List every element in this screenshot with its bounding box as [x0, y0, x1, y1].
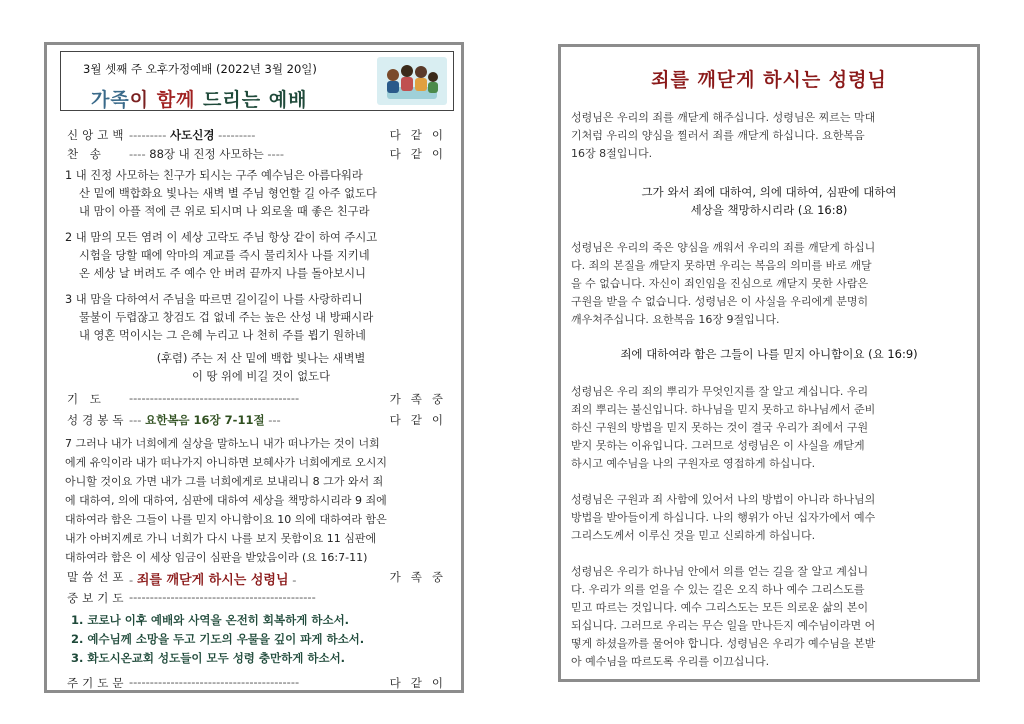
prayer-item: 3. 화도시온교회 성도들이 모두 성령 충만하게 하소서. [71, 651, 346, 665]
header-title [91, 85, 307, 112]
reading-ref: 요한복음 16장 7-11절 [145, 413, 265, 427]
hymn-line: 내 영혼 먹이시는 그 은혜 누리고 나 천히 주를 뵙기 원하네 [79, 329, 366, 342]
prayer-list [71, 611, 461, 668]
hymn-label: 찬 송 [67, 147, 105, 161]
title-part-worship: 드리는 예배 [195, 89, 308, 111]
scripture-text [65, 434, 455, 567]
creed-value: 사도신경 [170, 128, 215, 142]
text-line: 성령님은 우리 죄의 뿌리가 무엇인지를 잘 알고 계십니다. 우리 [571, 385, 869, 398]
lords-prayer-who: 다같이 [389, 676, 453, 690]
bulletin-left-page: 3월 셋째 주 오후가정예배 (2022년 3월 20일) 가족이 함께 드리는 예배 신앙고백 --------- 사도신경 --------- 다같이 찬 송 ---- 88장 내 진정 사모하는 ---- 다같이 1 내 진정 사모하는 친구가 되시는 구주 예수님은 아름다워라 산 밑에 백합화요 빛나는 새벽 별 주님 형언할 길 아주 없도다 내 맘이 아플 적에 큰 위로 되시며 나 외로울 때 좋은 친구라 2 내 맘의 모든 염려 이 세상 고락도 주님 항상 같이 하여 주시고 시험을 당할 때에 악마의 계교를 즉시 물리치사 나를 지키네 온 세상 날 버려도 주 예수 안 버려 끝까지 나를 돌아보시니 3 내 맘을 다하여서 주님을 따르면 길이길이 나를 사랑하리니 물불이 두렵잖고 창검도 겁 없네 주는 높은 산성 내 방패시라 내 영혼 먹이시는 그 은혜 누리고 나 천히 주를 뵙기 원하네 (후렴) 주는 저 산 밑에 백합 빛나는 새벽별 이 땅 위에 비길 것이 없도다 기 도 ----------------------------------------- 가족중 성경봉독 --- 요한복음 16장 7-11절 --- 다같이 7 그러나 내가 너희에게 실상을 말하노니 내가 떠나가는 것이 너희 에게 유익이라 내가 떠나가지 아니하면 보혜사가 너희에게로 오시지 아니할 것이요 가면 내가 그를 너희에게로 보내리니 8 그가 와서 죄 에 대하여, 의에 대하여, 심판에 대하여 세상을 책망하시리라 9 죄에 대하여라 함은 그들이 나를 믿지 아니함이요 10 의에 대하여라 함은 내가 아버지께로 가니 너희가 다시 나를 보지 못함이요 11 심판에 대하여라 함은 이 세상 임금이 심판을 받았음이라 (요 16:7-11) 말씀선포 - 죄를 깨닫게 하시는 성령님 - 가족중 중보기도 --------------------------------------------- 1. 코로나 이후 예배와 사역을 온전히 회복하게 하소서. 2. 예수님께 소망을 두고 기도의 우물을 깊이 파게 하소서. 3. 화도시온교회 성도들이 모두 성령 충만하게 하소서. 주기도문 ----------------------------------------- 다같이 [44, 42, 464, 693]
hymn-line: 물불이 두렵잖고 창검도 겁 없네 주는 높은 산성 내 방패시라 [79, 311, 374, 324]
verse-line: 에 대하여, 의에 대하여, 심판에 대하여 세상을 책망하시리라 9 죄에 [65, 494, 387, 507]
hymn-chorus [65, 350, 457, 386]
hymn-verse-1 [65, 167, 457, 221]
hymn-value: 88장 내 진정 사모하는 [149, 147, 264, 161]
paragraph-3 [571, 383, 973, 473]
text-line: 아 예수님을 따르도록 우리를 이끄십니다. [571, 655, 770, 668]
text-line: 16장 8절입니다. [571, 147, 653, 160]
text-line: 다. 우리가 의를 얻을 수 있는 길은 오직 하나 예수 그리스도를 [571, 583, 865, 596]
paragraph-1 [571, 109, 973, 163]
quote-line: 그가 와서 죄에 대하여, 의에 대하여, 심판에 대하여 [641, 185, 897, 199]
text-line: 을 수 없습니다. 자신이 죄인임을 진심으로 깨닫지 못한 사람은 [571, 277, 869, 290]
title-part-family: 가족 [91, 89, 130, 111]
hymn-line: 1 내 진정 사모하는 친구가 되시는 구주 예수님은 아름다워라 [65, 169, 363, 182]
hymn-line: 시험을 당할 때에 악마의 계교를 즉시 물리치사 나를 지키네 [79, 249, 370, 262]
text-line: 받지 못하는 이유입니다. 그러므로 성령님은 이 사실을 깨닫게 [571, 439, 865, 452]
text-line: 깨우쳐주십니다. 요한복음 16장 9절입니다. [571, 313, 780, 326]
creed-who: 다같이 [389, 128, 453, 142]
text-line: 그리스도께서 이루신 것을 믿고 신뢰하게 하십니다. [571, 529, 816, 542]
hymn-line: 2 내 맘의 모든 염려 이 세상 고락도 주님 항상 같이 하여 주시고 [65, 231, 378, 244]
sermon-page-title: 죄를 깨닫게 하시는 성령님 [651, 69, 887, 91]
text-line: 하시고 예수님을 나의 구원자로 영접하게 하십니다. [571, 457, 816, 470]
text-line: 성령님은 우리의 죽은 양심을 깨워서 우리의 죄를 깨닫게 하십니 [571, 241, 876, 254]
quote-line: 죄에 대하여라 함은 그들이 나를 믿지 아니함이요 (요 16:9) [620, 347, 918, 361]
paragraph-2 [571, 239, 973, 329]
verse-line: 대하여라 함은 그들이 나를 믿지 아니함이요 10 의에 대하여라 함은 [65, 513, 387, 526]
reading-who: 다같이 [389, 413, 453, 427]
sermon-title: 죄를 깨닫게 하시는 성령님 [136, 573, 289, 588]
text-line: 방법을 받아들이게 하십니다. 나의 행위가 아닌 십자가에서 예수 [571, 511, 876, 524]
header-box [60, 51, 454, 111]
hymn-line: 내 맘이 아플 적에 큰 위로 되시며 나 외로울 때 좋은 친구라 [79, 205, 370, 218]
text-line: 되십니다. 그러므로 우리는 무슨 일을 만나든지 예수님이라면 어 [571, 619, 876, 632]
sermon-who: 가족중 [389, 570, 453, 584]
text-line: 성령님은 구원과 죄 사함에 있어서 나의 방법이 아니라 하나님의 [571, 493, 876, 506]
reading-label: 성경봉독 [67, 413, 128, 427]
paragraph-5 [571, 563, 973, 671]
text-line: 구원을 받을 수 없습니다. 성령님은 이 사실을 우리에게 분명히 [571, 295, 869, 308]
hymn-who: 다같이 [389, 147, 453, 161]
text-line: 믿고 따르는 것입니다. 예수 그리스도는 모든 의로운 삶의 본이 [571, 601, 869, 614]
verse-line: 내가 아버지께로 가니 너희가 다시 나를 보지 못함이요 11 심판에 [65, 532, 377, 545]
hymn-line: 온 세상 날 버려도 주 예수 안 버려 끝까지 나를 돌아보시니 [79, 267, 366, 280]
family-illustration [377, 57, 447, 105]
text-line: 다. 죄의 본질을 깨닫지 못하면 우리는 복음의 의미를 바로 깨달 [571, 259, 872, 272]
prayer-label: 기 도 [67, 392, 105, 406]
verse-line: 에게 유익이라 내가 떠나가지 아니하면 보혜사가 너희에게로 오시지 [65, 456, 388, 469]
prayer-item: 1. 코로나 이후 예배와 사역을 온전히 회복하게 하소서. [71, 613, 350, 627]
title-part-i: 이 [129, 89, 157, 111]
chorus-line: (후렴) 주는 저 산 밑에 백합 빛나는 새벽별 [156, 352, 366, 365]
verse-line: 아니할 것이요 가면 내가 그를 너희에게로 보내리니 8 그가 와서 죄 [65, 475, 384, 488]
text-line: 죄의 뿌리는 불신입니다. 하나님을 믿지 못하고 하나님께서 준비 [571, 403, 876, 416]
text-line: 성령님은 우리의 죄를 깨닫게 해주십니다. 성령님은 찌르는 막대 [571, 111, 876, 124]
hymn-line: 3 내 맘을 다하여서 주님을 따르면 길이길이 나를 사랑하리니 [65, 293, 363, 306]
prayer-who: 가족중 [389, 392, 453, 406]
creed-label: 신앙고백 [67, 128, 128, 142]
hymn-verse-2 [65, 229, 457, 283]
header-subtitle: 3월 셋째 주 오후가정예배 (2022년 3월 20일) [83, 62, 317, 76]
prayer-item: 2. 예수님께 소망을 두고 기도의 우물을 깊이 파게 하소서. [71, 632, 365, 646]
text-line: 성령님은 우리가 하나님 안에서 의를 얻는 길을 잘 알고 계십니 [571, 565, 869, 578]
text-line: 떻게 하셨을까를 물어야 합니다. 성령님은 우리가 예수님을 본받 [571, 637, 876, 650]
sermon-label: 말씀선포 [67, 570, 128, 584]
chorus-line: 이 땅 위에 비길 것이 없도다 [192, 370, 330, 383]
scripture-quote-1 [561, 183, 977, 219]
hymn-verse-3 [65, 291, 457, 345]
paragraph-4 [571, 491, 973, 545]
text-line: 기처럼 우리의 양심을 찔러서 죄를 깨닫게 하십니다. 요한복음 [571, 129, 865, 142]
quote-line: 세상을 책망하시리라 (요 16:8) [690, 203, 848, 217]
scripture-quote-2 [561, 345, 977, 363]
intercession-label: 중보기도 [67, 591, 128, 605]
bulletin-right-page [558, 44, 980, 682]
verse-line: 대하여라 함은 이 세상 임금이 심판을 받았음이라 (요 16:7-11) [65, 551, 368, 564]
hymn-line: 산 밑에 백합화요 빛나는 새벽 별 주님 형언할 길 아주 없도다 [79, 187, 377, 200]
text-line: 하신 구원의 방법을 믿지 못하는 것이 결국 우리가 죄에서 구원 [571, 421, 869, 434]
lords-prayer-label: 주기도문 [67, 676, 128, 690]
verse-line: 7 그러나 내가 너희에게 실상을 말하노니 내가 떠나가는 것이 너희 [65, 437, 380, 450]
title-part-together: 함께 [156, 89, 196, 111]
